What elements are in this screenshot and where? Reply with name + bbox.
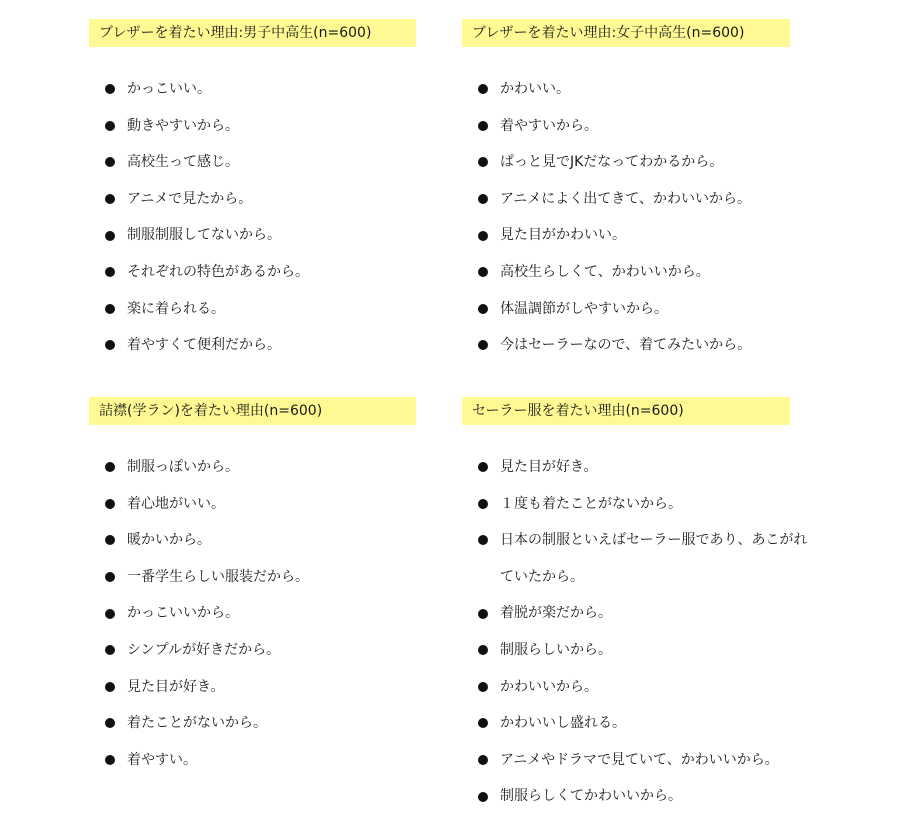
item-text: かわいいし盛れる。	[500, 715, 626, 732]
item-text: かわいい。	[500, 81, 570, 97]
bullet-icon	[478, 267, 488, 277]
item-text: 着やすい。	[127, 751, 197, 768]
item-text: 見た目がかわいい。	[500, 227, 626, 244]
list-item	[105, 669, 309, 706]
list-item	[105, 108, 309, 145]
bullet-icon	[105, 121, 115, 131]
list-item	[478, 632, 812, 669]
list-item	[105, 254, 309, 291]
item-text: 一番学生らしい服装だから。	[127, 568, 309, 585]
item-text: 日本の制服といえばセーラー服であり、あこがれていたから。	[500, 532, 808, 585]
list-item	[478, 778, 812, 815]
item-text: 今はセーラーなので、着てみたいから。	[500, 337, 752, 354]
list-item	[105, 449, 309, 486]
item-text: かわいいから。	[500, 678, 598, 695]
bullet-icon	[105, 645, 115, 655]
bullet-icon	[478, 84, 488, 94]
item-text: 体温調節がしやすいから。	[500, 300, 668, 317]
item-text: 高校生って感じ。	[127, 154, 239, 171]
list-item	[478, 327, 751, 364]
item-text: 制服っぽいから。	[127, 459, 239, 475]
list-item	[478, 669, 812, 706]
item-text: 着たことがないから。	[127, 715, 267, 732]
bullet-icon	[478, 682, 488, 692]
bullet-icon	[478, 121, 488, 131]
bullet-icon	[478, 340, 488, 350]
list-item	[478, 291, 751, 328]
item-text: シンプルが好きだから。	[127, 641, 281, 658]
reason-list	[105, 71, 309, 364]
item-text: 見た目が好き。	[127, 678, 225, 695]
list-item	[478, 522, 812, 595]
bullet-icon	[105, 755, 115, 765]
bullet-icon	[478, 755, 488, 765]
list-item	[478, 71, 751, 108]
item-text: ぱっと見でJKだなってわかるから。	[500, 154, 724, 171]
item-text: 楽に着られる。	[127, 300, 225, 317]
list-item	[105, 217, 309, 254]
list-item	[105, 559, 309, 596]
list-item	[478, 217, 751, 254]
item-text: 暖かいから。	[127, 532, 211, 549]
bullet-icon	[478, 499, 488, 509]
item-text: 制服制服してないから。	[127, 227, 281, 244]
item-text: 見た目が好き。	[500, 459, 598, 475]
bullet-icon	[478, 535, 488, 545]
bullet-icon	[105, 572, 115, 582]
bullet-icon	[105, 157, 115, 167]
bullet-icon	[105, 609, 115, 619]
bullet-icon	[478, 718, 488, 728]
bullet-icon	[105, 718, 115, 728]
list-item	[105, 327, 309, 364]
section-gakuran	[89, 397, 416, 768]
reason-list	[105, 449, 309, 778]
item-text: かっこいい。	[127, 81, 211, 97]
bullet-icon	[478, 157, 488, 167]
list-item	[478, 705, 812, 742]
bullet-icon	[105, 499, 115, 509]
item-text: アニメによく出てきて、かわいいから。	[500, 190, 752, 207]
item-text: かっこいいから。	[127, 605, 239, 622]
bullet-icon	[105, 462, 115, 472]
item-text: １度も着たことがないから。	[500, 495, 682, 512]
bullet-icon	[105, 682, 115, 692]
bullet-icon	[105, 194, 115, 204]
list-item	[105, 181, 309, 218]
list-item	[105, 522, 309, 559]
list-item	[105, 486, 309, 523]
bullet-icon	[105, 304, 115, 314]
item-text: 制服らしいから。	[500, 641, 612, 658]
list-item	[478, 486, 812, 523]
list-item	[478, 595, 812, 632]
bullet-icon	[478, 304, 488, 314]
section-title: ブレザーを着たい理由:女子中高生(n=600)	[462, 19, 790, 47]
list-item	[478, 254, 751, 291]
section-title: セーラー服を着たい理由(n=600)	[462, 397, 790, 425]
list-item	[105, 144, 309, 181]
reason-list	[478, 449, 812, 815]
list-item	[478, 108, 751, 145]
bullet-icon	[478, 645, 488, 655]
bullet-icon	[105, 231, 115, 241]
item-text: それぞれの特色があるから。	[127, 263, 309, 280]
list-item	[478, 449, 812, 486]
item-text: 着心地がいい。	[127, 495, 225, 512]
bullet-icon	[478, 462, 488, 472]
item-text: アニメで見たから。	[127, 190, 253, 207]
bullet-icon	[105, 340, 115, 350]
section-sailor	[462, 397, 808, 805]
list-item	[105, 595, 309, 632]
section-blazer-girls	[462, 19, 790, 354]
section-blazer-boys	[89, 19, 416, 354]
reason-list	[478, 71, 751, 364]
item-text: 着やすくて便利だから。	[127, 337, 281, 354]
item-text: 動きやすいから。	[127, 117, 239, 134]
bullet-icon	[478, 231, 488, 241]
section-title: 詰襟(学ラン)を着たい理由(n=600)	[89, 397, 416, 425]
bullet-icon	[105, 535, 115, 545]
list-item	[478, 742, 812, 779]
bullet-icon	[478, 792, 488, 802]
bullet-icon	[105, 267, 115, 277]
item-text: 高校生らしくて、かわいいから。	[500, 263, 710, 280]
bullet-icon	[478, 609, 488, 619]
item-text: 着やすいから。	[500, 117, 598, 134]
list-item	[105, 632, 309, 669]
item-text: 着脱が楽だから。	[500, 605, 612, 622]
item-text: アニメやドラマで見ていて、かわいいから。	[500, 751, 779, 768]
list-item	[105, 291, 309, 328]
section-title: ブレザーを着たい理由:男子中高生(n=600)	[89, 19, 416, 47]
list-item	[105, 705, 309, 742]
item-text: 制服らしくてかわいいから。	[500, 788, 682, 805]
list-item	[105, 742, 309, 779]
bullet-icon	[105, 84, 115, 94]
list-item	[478, 181, 751, 218]
list-item	[478, 144, 751, 181]
bullet-icon	[478, 194, 488, 204]
list-item	[105, 71, 309, 108]
